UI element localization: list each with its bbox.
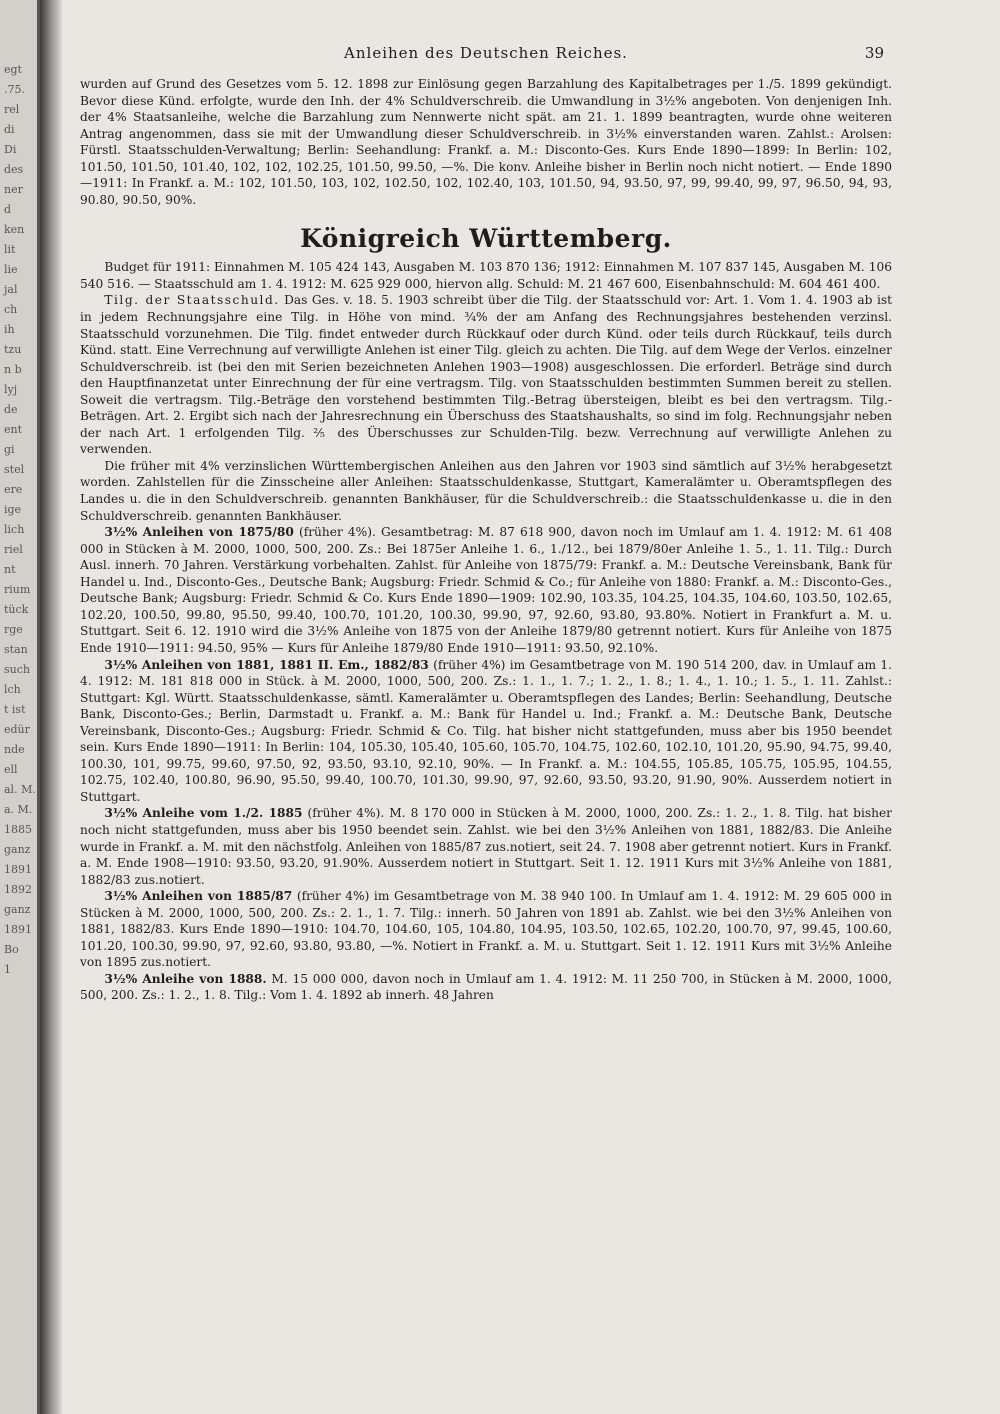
gutter-fragment: 1891 xyxy=(4,923,32,936)
gutter-fragment: .75. xyxy=(4,83,25,96)
gutter-fragment: rium xyxy=(4,583,31,596)
loan-text: M. 15 000 000, davon noch in Umlauf am 1. 4. 1912: M. 11 250 700, in Stücken à M. 2000, 1000, 500, 200. Zs.: 1. 2., 1. 8. Tilg.: Vom 1. 4. 1892 ab innerh. 48 Jahren xyxy=(80,971,892,1003)
adjacent-page-fragments xyxy=(4,60,38,980)
tilg-paragraph xyxy=(80,292,892,457)
gutter-fragment: 1892 xyxy=(4,883,32,896)
gutter-fragment: ere xyxy=(4,483,23,496)
gutter-fragment: d xyxy=(4,203,12,216)
loan-heading: 3½% Anleihe von 1888. xyxy=(104,971,267,986)
gutter-fragment: gi xyxy=(4,443,15,456)
gutter-fragment: stel xyxy=(4,463,25,476)
gutter-fragment: ih xyxy=(4,323,15,336)
loan-entry xyxy=(80,888,892,971)
loan-entry xyxy=(80,971,892,1004)
page-number: 39 xyxy=(864,44,884,62)
gutter-fragment: nt xyxy=(4,563,16,576)
gutter-fragment: nde xyxy=(4,743,25,756)
loan-text: (früher 4%) im Gesamtbetrage von M. 190 514 200, dav. in Umlauf am 1. 4. 1912: M. 181 818 000 in Stück. à M. 2000, 1000, 500, 200. Zs.: 1. 1., 1. 7.; 1. 2., 1. 8.; 1. 4., 1. 10.; 1. 5., 1. 11. Zahlst.: Stuttgart: Kgl. Württ. Staatsschuldenkasse, sämtl. Kameralämter u. Oberamtspflegen des Landes; Berlin: Seehandlung, Deutsche Bank, Disconto-Ges.; Berlin, Darmstadt u. Frankf. a. M.: Bank für Handel u. Ind.; Frankf. a. M.: Deutsche Bank, Deutsche Vereinsbank, Disconto-Ges.; Augsburg: Friedr. Schmid & Co. Tilg. hat bisher nicht stattgefunden, muss aber bis 1950 beendet sein. Kurs Ende 1890—1911: In Berlin: 104, 105.30, 105.40, 105.60, 105.70, 104.75, 102.60, 102.10, 101.20, 95.90, 94.75, 99.40, 100.30, 101, 99.75, 99.60, 97.50, 92, 93.50, 93.10, 92.10, 90%. — In Frankf. a. M.: 104.55, 105.85, 105.75, 105.95, 104.55, 102.75, 102.40, 100.80, 96.90, 95.50, 99.40, 100.70, 101.30, 99.90, 97, 92.60, 93.50, 93.20, 91.90, 90%. Ausserdem notiert in Stuttgart. xyxy=(80,657,892,804)
gutter-fragment: Di xyxy=(4,143,17,156)
gutter-fragment: tzu xyxy=(4,343,22,356)
gutter-fragment: ner xyxy=(4,183,23,196)
loan-entry xyxy=(80,805,892,888)
gutter-fragment: ch xyxy=(4,303,18,316)
gutter-fragment: edür xyxy=(4,723,30,736)
loan-text: (früher 4%). Gesamtbetrag: M. 87 618 900, davon noch im Umlauf am 1. 4. 1912: M. 61 408 000 in Stücken à M. 2000, 1000, 500, 200. Zs.: Bei 1875er Anleihe 1. 6., 1./12., bei 1879/80er Anleihe 1. 5., 1. 11. Tilg.: Durch Ausl. innerh. 70 Jahren. Verstärkung vorbehalten. Zahlst. für Anleihe von 1875/79: Frankf. a. M.: Deutsche Vereinsbank, Bank für Handel u. Ind., Disconto-Ges., Deutsche Bank; Augsburg: Friedr. Schmid & Co.; für Anleihe von 1880: Frankf. a. M.: Disconto-Ges., Deutsche Bank; Augsburg: Friedr. Schmid & Co. Kurs Ende 1890—1909: 102.90, 103.35, 104.25, 104.35, 104.60, 103.50, 102.65, 102.20, 100.50, 99.80, 95.50, 99.40, 100.70, 101.20, 100.30, 99.90, 97, 92.60, 93.80, 93.80%. Notiert in Frankfurt a. M. u. Stuttgart. Seit 6. 12. 1910 wird die 3½% Anleihe von 1875 von der Anleihe 1879/80 getrennt notiert. Kurs für Anleihe von 1875 Ende 1910—1911: 94.50, 95% — Kurs für Anleihe 1879/80 Ende 1910—1911: 93.50, 92.10%. xyxy=(80,525,892,655)
book-spine-shadow xyxy=(40,0,62,1414)
gutter-fragment: ell xyxy=(4,763,18,776)
gutter-fragment: ent xyxy=(4,423,23,436)
loan-heading: 3½% Anleihen von 1885/87 xyxy=(104,889,293,904)
gutter-fragment: t ist xyxy=(4,703,26,716)
document-page xyxy=(80,44,892,1004)
budget-paragraph: Budget für 1911: Einnahmen M. 105 424 143, Ausgaben M. 103 870 136; 1912: Einnahmen M. 107 837 145, Ausgaben M. 106 540 516. — Staatsschuld am 1. 4. 1912: M. 625 929 000, hiervon allg. Schuld: M. 21 467 600, Eisenbahnschuld: M. 604 461 400. xyxy=(80,260,892,291)
gutter-fragment: 1 xyxy=(4,963,11,976)
gutter-fragment: a. M. xyxy=(4,803,33,816)
conversion-paragraph: Die früher mit 4% verzinslichen Württembergischen Anleihen aus den Jahren vor 1903 sind sämtlich auf 3½% herabgesetzt worden. Zahlstellen für die Zinsscheine aller Anleihen: Staatsschuldenkasse, Stuttgart, Kameralämter u. Oberamtspflegen des Landes u. die in den Schuldverschreib. genannten Bankhäuser, für die Schuldverschreib.: die Staatsschuldenkasse u. die in den Schuldverschreib. genannten Bankhäuser. xyxy=(80,458,892,523)
gutter-fragment: ige xyxy=(4,503,22,516)
gutter-fragment: di xyxy=(4,123,15,136)
gutter-fragment: ganz xyxy=(4,843,31,856)
running-title: Anleihen des Deutschen Reiches. xyxy=(344,44,628,62)
gutter-fragment: Bo xyxy=(4,943,19,956)
adjacent-page-margin xyxy=(0,0,40,1414)
gutter-fragment: rge xyxy=(4,623,23,636)
gutter-fragment: n b xyxy=(4,363,22,376)
gutter-fragment: lch xyxy=(4,683,21,696)
loan-heading: 3½% Anleihe vom 1./2. 1885 xyxy=(104,806,303,821)
gutter-fragment: 1891 xyxy=(4,863,32,876)
gutter-fragment: jal xyxy=(4,283,18,296)
gutter-fragment: lit xyxy=(4,243,16,256)
gutter-fragment: ken xyxy=(4,223,25,236)
intro-paragraph: wurden auf Grund des Gesetzes vom 5. 12. 1898 zur Einlösung gegen Barzahlung des Kapitalbetrages per 1./5. 1899 gekündigt. Bevor diese Künd. erfolgte, wurde den Inh. der 4% Schuldverschreib. die Umwandlung in 3½% angeboten. Von denjenigen Inh. der 4% Staatsanleihe, welche die Barzahlung zum Nennwerte nicht spät. am 21. 1. 1899 beantragten, wurde ohne weiteren Antrag angenommen, dass sie mit der Umwandlung dieser Schuldverschreib. in 3½% einverstanden waren. Zahlst.: Arolsen: Fürstl. Staatsschulden-Verwaltung; Berlin: Seehandlung: Frankf. a. M.: Disconto-Ges. Kurs Ende 1890—1899: In Berlin: 102, 101.50, 101.50, 101.40, 102, 102, 102.25, 101.50, 99.50, —%. Die konv. Anleihe bisher in Berlin noch nicht notiert. — Ende 1890—1911: In Frankf. a. M.: 102, 101.50, 103, 102, 102.50, 102, 102.40, 103, 101.50, 94, 93.50, 97, 99, 99.40, 99, 97, 96.50, 94, 93, 90.80, 90.50, 90%. xyxy=(80,77,892,207)
gutter-fragment: such xyxy=(4,663,30,676)
gutter-fragment: tück xyxy=(4,603,29,616)
tilg-label: Tilg. der Staatsschuld. xyxy=(104,293,280,308)
gutter-fragment: ganz xyxy=(4,903,31,916)
gutter-fragment: lyj xyxy=(4,383,18,396)
gutter-fragment: de xyxy=(4,403,18,416)
gutter-fragment: rel xyxy=(4,103,20,116)
gutter-fragment: lich xyxy=(4,523,25,536)
gutter-fragment: egt xyxy=(4,63,22,76)
gutter-fragment: lie xyxy=(4,263,18,276)
gutter-fragment: al. M. xyxy=(4,783,36,796)
gutter-fragment: des xyxy=(4,163,24,176)
loan-entry xyxy=(80,657,892,806)
loan-heading: 3½% Anleihen von 1875/80 xyxy=(104,525,294,540)
loan-text: (früher 4%) im Gesamtbetrage von M. 38 940 100. In Umlauf am 1. 4. 1912: M. 29 605 000 in Stücken à M. 2000, 1000, 500, 200. Zs.: 2. 1., 1. 7. Tilg.: innerh. 50 Jahren von 1891 ab. Zahlst. wie bei den 3½% Anleihen von 1881, 1882/83. Kurs Ende 1890—1910: 104.70, 104.60, 105, 104.80, 104.95, 103.50, 102.65, 102.20, 100.70, 97, 99.45, 100.60, 101.20, 100.30, 99.90, 97, 92.60, 93.80, 93.80, —%. Notiert in Frankf. a. M. u. Stuttgart. Seit 1. 12. 1911 Kurs mit 3½% Anleihe von 1895 zus.notiert. xyxy=(80,889,892,970)
gutter-fragment: stan xyxy=(4,643,28,656)
running-header xyxy=(80,44,892,76)
gutter-fragment: riel xyxy=(4,543,23,556)
loan-text: (früher 4%). M. 8 170 000 in Stücken à M. 2000, 1000, 200. Zs.: 1. 2., 1. 8. Tilg. hat bisher noch nicht stattgefunden, muss aber bis 1950 beendet sein. Zahlst. wie bei den 3½% Anleihen von 1881, 1882/83. Die Anleihe wurde in Frankf. a. M. mit den nächstfolg. Anleihen von 1885/87 zus.notiert, seit 24. 7. 1908 aber getrennt notiert. Kurs in Frankf. a. M. Ende 1908—1910: 93.50, 93.20, 91.90%. Ausserdem notiert in Stuttgart. Seit 1. 12. 1911 Kurs mit 3½% Anleihe von 1881, 1882/83 zus.notiert. xyxy=(80,806,892,887)
loan-heading: 3½% Anleihen von 1881, 1881 II. Em., 1882/83 xyxy=(104,657,429,672)
loan-list xyxy=(80,524,892,1004)
gutter-fragment: 1885 xyxy=(4,823,32,836)
section-title: Königreich Württemberg. xyxy=(300,224,672,254)
loan-entry xyxy=(80,524,892,656)
tilg-text: Das Ges. v. 18. 5. 1903 schreibt über die Tilg. der Staatsschuld vor: Art. 1. Vom 1. 4. 1903 ab ist in jedem Rechnungsjahre eine Tilg. in Höhe von mind. ¾% der am Anfang des Rechnungsjahres bestehenden verzinsl. Staatsschuld vorzunehmen. Die Tilg. findet entweder durch Rückkauf oder durch Künd. oder teils durch Rückkauf, teils durch Künd. statt. Eine Verrechnung auf verwilligte Anlehen ist einer Tilg. gleich zu achten. Die Tilg. auf dem Wege der Verlos. einzelner Schuldverschreib. ist (bei den mit Serien bezeichneten Anlehen 1903—1908) ausgeschlossen. Die erforderl. Beträge sind durch den Hauptfinanzetat unter Einrechnung der für eine vertragsm. Tilg. von Staatsschulden bestimmten Summen bereit zu stellen. Soweit die vertragsm. Tilg.-Beträge den vorstehend bestimmten Tilg.-Betrag übersteigen, bleibt es bei den vertragsm. Tilg.-Beträgen. Art. 2. Ergibt sich nach der Jahresrechnung ein Überschuss des Staatshaushalts, so sind im folg. Rechnungsjahr neben der nach Art. 1 erfolgenden Tilg. ⅖ des Überschusses zur Schulden-Tilg. bezw. Verrechnung auf verwilligte Anlehen zu verwenden. xyxy=(80,293,892,457)
